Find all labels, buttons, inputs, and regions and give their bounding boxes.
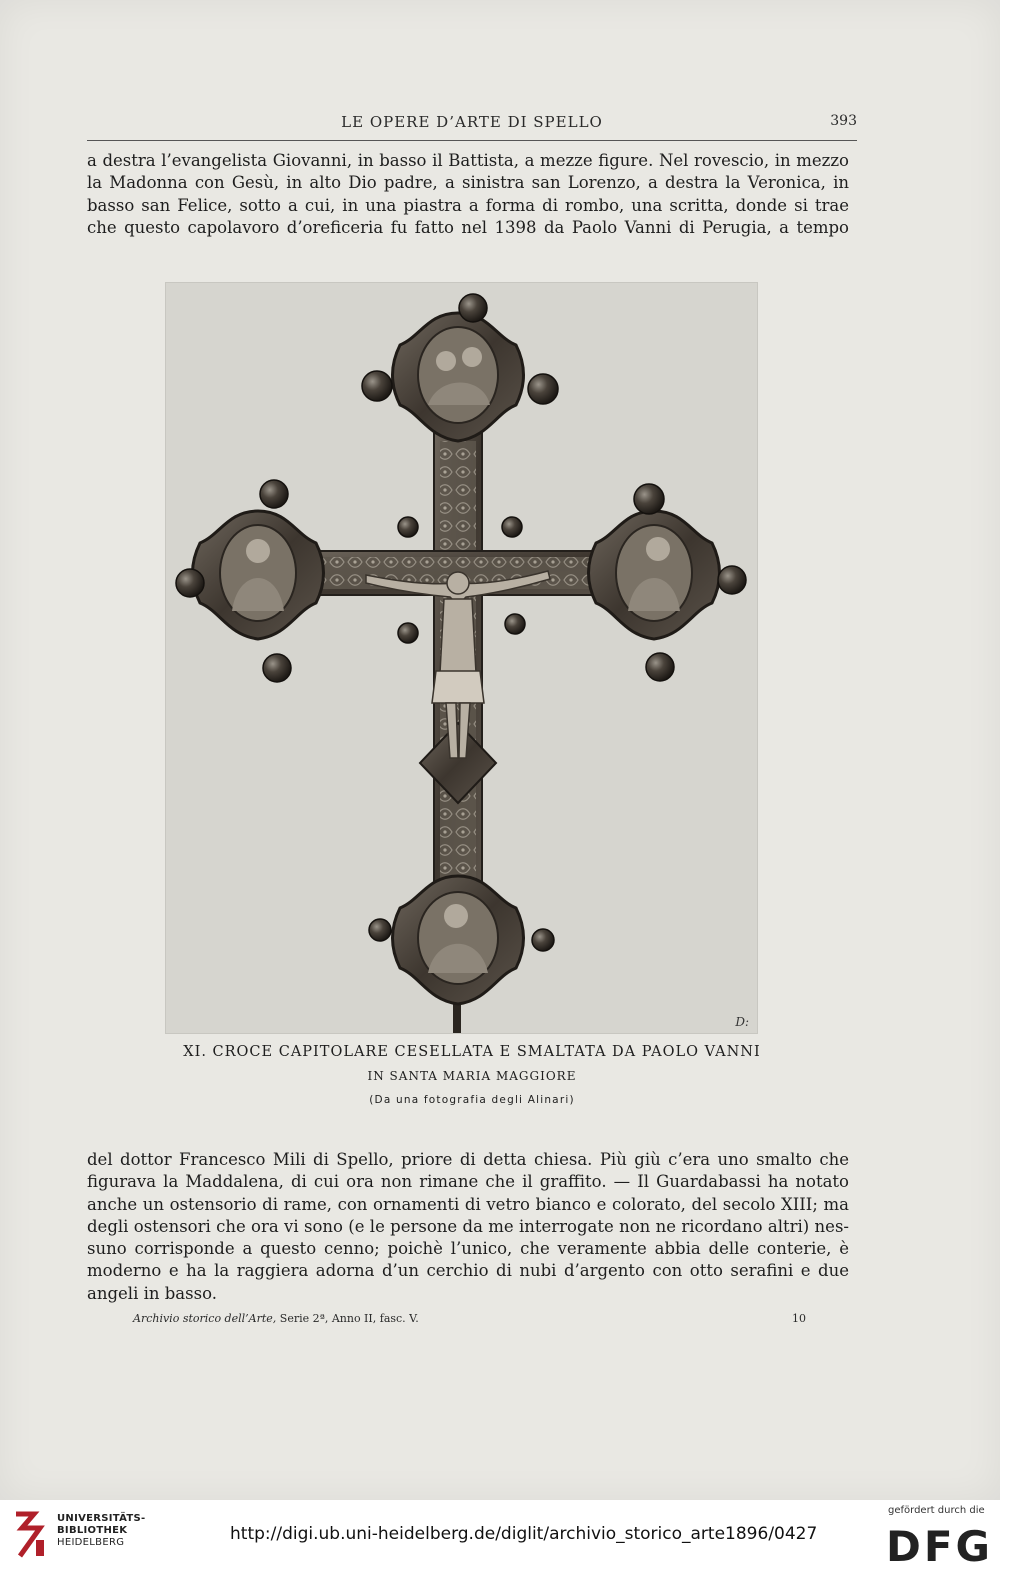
sheet-number: 10 bbox=[792, 1312, 806, 1325]
plate-mark: D: bbox=[735, 1015, 749, 1029]
cross-photograph bbox=[165, 282, 758, 1034]
library-name-line: UNIVERSITÄTS- bbox=[57, 1513, 146, 1524]
figure-caption-credit: (Da una fotografia degli Alinari) bbox=[369, 1094, 575, 1106]
figure-caption-location: IN SANTA MARIA MAGGIORE bbox=[367, 1069, 577, 1083]
text-line: la Madonna con Gesù, in alto Dio padre, a sinistra san Lorenzo, a destra la Veronica, in bbox=[87, 173, 849, 193]
text-line: basso san Felice, sotto a cui, in una piastra a forma di rombo, una scritta, donde si trae bbox=[87, 195, 849, 215]
library-name-line: BIBLIOTHEK bbox=[57, 1525, 128, 1536]
running-header bbox=[87, 113, 857, 137]
funding-note: gefördert durch die bbox=[888, 1505, 985, 1516]
library-name bbox=[57, 1513, 146, 1549]
paragraph-bottom bbox=[87, 1149, 849, 1305]
dfg-logo: DFG bbox=[886, 1522, 994, 1571]
text-line: del dottor Francesco Mili di Spello, priore di detta chiesa. Più giù c’era uno smalto che bbox=[87, 1150, 849, 1169]
paragraph-top bbox=[87, 150, 849, 239]
text-line: moderno e ha la raggiera adorna d’un cerchio di nubi d’argento con otto serafini e due bbox=[87, 1261, 849, 1281]
text-line: che questo capolavoro d’oreficeria fu fatto nel 1398 da Paolo Vanni di Perugia, a tempo bbox=[87, 217, 849, 237]
library-name-line: HEIDELBERG bbox=[57, 1537, 125, 1548]
journal-footer bbox=[133, 1312, 419, 1325]
source-url-link[interactable]: http://digi.ub.uni-heidelberg.de/diglit/archivio_storico_arte1896/0427 bbox=[230, 1524, 818, 1544]
text-line: degli ostensori che ora vi sono (e le persone da me interrogate non ne ricordano altri) nes- bbox=[87, 1216, 849, 1236]
university-library-logo-icon bbox=[12, 1510, 48, 1560]
processional-cross-illustration bbox=[166, 283, 757, 1033]
text-line: figurava la Maddalena, di cui ora non rimane che il graffito. — Il Guardabassi ha notato bbox=[87, 1172, 849, 1192]
text-line: anche un ostensorio di rame, con ornamenti di vetro bianco e colorato, del secolo XIII; ma bbox=[87, 1194, 849, 1214]
text-line: a destra l’evangelista Giovanni, in basso il Battista, a mezze figure. Nel rovescio, in mezzo bbox=[87, 151, 849, 170]
page-number: 393 bbox=[830, 113, 857, 129]
text-line: suno corrisponde a questo cenno; poichè l’unico, che veramente abbia delle conterie, è bbox=[87, 1239, 849, 1259]
journal-title: Archivio storico dell’Arte, bbox=[133, 1312, 277, 1325]
text-line: angeli in basso. bbox=[87, 1283, 217, 1303]
library-bar bbox=[0, 1500, 1013, 1591]
figure-caption-title: XI. CROCE CAPITOLARE CESELLATA E SMALTATA DA PAOLO VANNI bbox=[183, 1044, 761, 1060]
journal-details: Serie 2ª, Anno II, fasc. V. bbox=[279, 1312, 419, 1325]
header-rule bbox=[87, 140, 857, 141]
header-title: LE OPERE D’ARTE DI SPELLO bbox=[341, 113, 603, 131]
